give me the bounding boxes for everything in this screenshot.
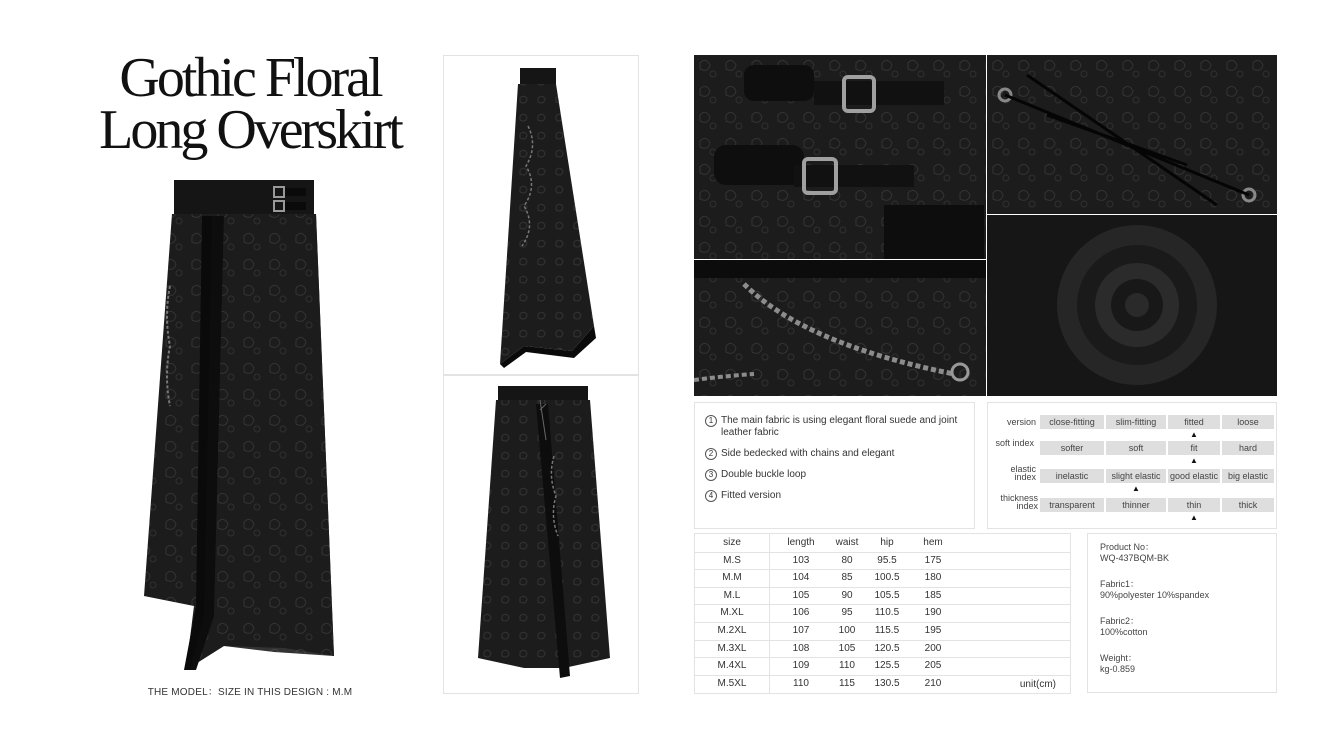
- waist-cell: 95: [841, 607, 853, 619]
- feature-item: [705, 415, 964, 439]
- length-cell: 104: [792, 572, 810, 584]
- feature-text: Fitted version: [721, 490, 782, 501]
- detail-chain-photo: [694, 260, 986, 396]
- size-cell: M.4XL: [717, 660, 747, 672]
- index-option: hard: [1222, 441, 1274, 455]
- title-line-2: Long Overskirt: [99, 99, 401, 161]
- table-row: [695, 675, 1070, 693]
- table-row: [695, 587, 1070, 605]
- fabric2-info: [1100, 616, 1264, 638]
- model-size-caption: THE MODEL：SIZE IN THIS DESIGN : M.M: [147, 687, 353, 698]
- hem-cell: 210: [924, 677, 942, 689]
- hip-cell: 115.5: [874, 625, 900, 636]
- length-cell: 109: [792, 660, 810, 672]
- waist-cell: 85: [841, 572, 853, 584]
- length-cell: 108: [792, 642, 810, 654]
- table-row: [695, 569, 1070, 587]
- feature-number: 4: [705, 490, 717, 502]
- index-option: close-fitting: [1040, 415, 1104, 429]
- length-cell: 107: [792, 625, 810, 636]
- skirt-side-photo: [444, 56, 640, 376]
- length-cell: 105: [792, 589, 810, 601]
- side-view-panel: [443, 55, 639, 375]
- waist-cell: 115: [839, 677, 855, 689]
- length-cell: 110: [793, 677, 809, 689]
- size-cell: M.L: [723, 589, 741, 601]
- info-label: Fabric2：: [1100, 616, 1140, 626]
- index-label: elastic index: [1010, 464, 1036, 482]
- waist-cell: 80: [841, 554, 853, 566]
- detail-lacing-photo: [987, 55, 1277, 214]
- hip-cell: 105.5: [874, 589, 900, 601]
- index-option: slim-fitting: [1106, 415, 1166, 429]
- feature-item: [705, 448, 964, 460]
- index-label: soft index: [995, 438, 1034, 448]
- index-row-version: [988, 415, 1278, 439]
- title-line-1: Gothic Floral: [119, 47, 381, 109]
- hem-cell: 200: [924, 642, 942, 654]
- hem-cell: 195: [924, 625, 942, 636]
- column-header: hip: [880, 537, 894, 548]
- column-header: hem: [923, 537, 943, 548]
- index-label: version: [1006, 417, 1036, 427]
- index-option: thick: [1222, 498, 1274, 512]
- length-cell: 103: [792, 554, 810, 566]
- selected-marker-icon: ▲: [1190, 456, 1198, 465]
- index-option: big elastic: [1222, 469, 1274, 483]
- index-option-selected: slight elastic: [1106, 469, 1166, 483]
- column-header: waist: [835, 537, 859, 548]
- index-option-selected: thin: [1168, 498, 1220, 512]
- feature-number: 1: [705, 415, 717, 427]
- index-option: good elastic: [1169, 471, 1219, 481]
- info-label: Fabric1：: [1100, 579, 1140, 589]
- hem-cell: 205: [924, 660, 942, 672]
- index-row-elastic: [988, 464, 1278, 493]
- fabric1-info: [1100, 579, 1264, 601]
- hip-cell: 95.5: [877, 554, 897, 566]
- info-value: 100%cotton: [1100, 627, 1148, 637]
- hip-cell: 100.5: [874, 572, 900, 584]
- index-label: thickness index: [1000, 493, 1038, 511]
- feature-item: [705, 490, 964, 502]
- hem-cell: 175: [924, 554, 942, 566]
- size-cell: M.S: [723, 554, 741, 566]
- hip-cell: 125.5: [874, 660, 900, 672]
- skirt-front-photo: [134, 176, 366, 670]
- detail-buckles-photo: [694, 55, 986, 259]
- index-option-selected: fit: [1168, 441, 1220, 455]
- info-label: Product No：: [1100, 542, 1155, 552]
- index-option: inelastic: [1040, 469, 1104, 483]
- feature-text: The main fabric is using elegant floral suede and joint leather fabric: [721, 415, 958, 438]
- fit-index-box: [987, 402, 1277, 529]
- features-box: [694, 402, 975, 529]
- hip-cell: 120.5: [874, 642, 900, 654]
- table-row: [695, 552, 1070, 570]
- column-header: size: [723, 537, 741, 548]
- table-row: [695, 657, 1070, 675]
- info-value: WQ-437BQM-BK: [1100, 553, 1170, 563]
- feature-number: 3: [705, 469, 717, 481]
- selected-marker-icon: ▲: [1190, 513, 1198, 522]
- hip-cell: 110.5: [874, 607, 900, 619]
- product-info-box: [1087, 533, 1277, 693]
- waist-cell: 100: [838, 625, 856, 636]
- index-row-soft: [988, 438, 1278, 465]
- skirt-back-photo: [444, 376, 640, 695]
- detail-fabric-swirl-photo: [987, 215, 1277, 396]
- feature-number: 2: [705, 448, 717, 460]
- waist-cell: 105: [838, 642, 856, 654]
- hem-cell: 180: [924, 572, 942, 584]
- size-cell: M.2XL: [717, 625, 747, 636]
- size-cell: M.M: [722, 572, 742, 584]
- feature-item: [705, 469, 964, 481]
- length-cell: 106: [792, 607, 810, 619]
- waist-cell: 110: [839, 660, 855, 672]
- index-option: soft: [1106, 441, 1166, 455]
- table-row: [695, 640, 1070, 658]
- size-chart-table: [694, 533, 1071, 694]
- selected-marker-icon: ▲: [1190, 430, 1198, 439]
- feature-text: Side bedecked with chains and elegant: [721, 448, 895, 459]
- hip-cell: 130.5: [874, 677, 900, 689]
- waist-cell: 90: [841, 589, 853, 601]
- index-option: loose: [1222, 415, 1274, 429]
- table-row: [695, 604, 1070, 622]
- size-table-header: [695, 534, 1070, 552]
- back-view-panel: [443, 375, 639, 694]
- info-label: Weight：: [1100, 653, 1137, 663]
- size-cell: M.XL: [720, 607, 744, 619]
- index-option-selected: fitted: [1168, 415, 1220, 429]
- index-row-thickness: [988, 493, 1278, 522]
- info-value: kg-0.859: [1100, 664, 1136, 674]
- product-title: [70, 47, 430, 161]
- size-cell: M.3XL: [717, 642, 747, 654]
- unit-label: unit(cm): [1019, 679, 1056, 690]
- hem-cell: 185: [924, 589, 942, 601]
- table-row: [695, 622, 1070, 640]
- selected-marker-icon: ▲: [1132, 484, 1140, 493]
- index-option: thinner: [1106, 498, 1166, 512]
- product-number: [1100, 542, 1264, 564]
- index-option: transparent: [1040, 498, 1104, 512]
- column-header: length: [787, 537, 815, 548]
- size-cell: M.5XL: [717, 677, 747, 689]
- index-option: softer: [1040, 441, 1104, 455]
- hem-cell: 190: [924, 607, 942, 619]
- weight-info: [1100, 653, 1264, 675]
- feature-text: Double buckle loop: [721, 469, 807, 480]
- info-value: 90%polyester 10%spandex: [1100, 590, 1210, 600]
